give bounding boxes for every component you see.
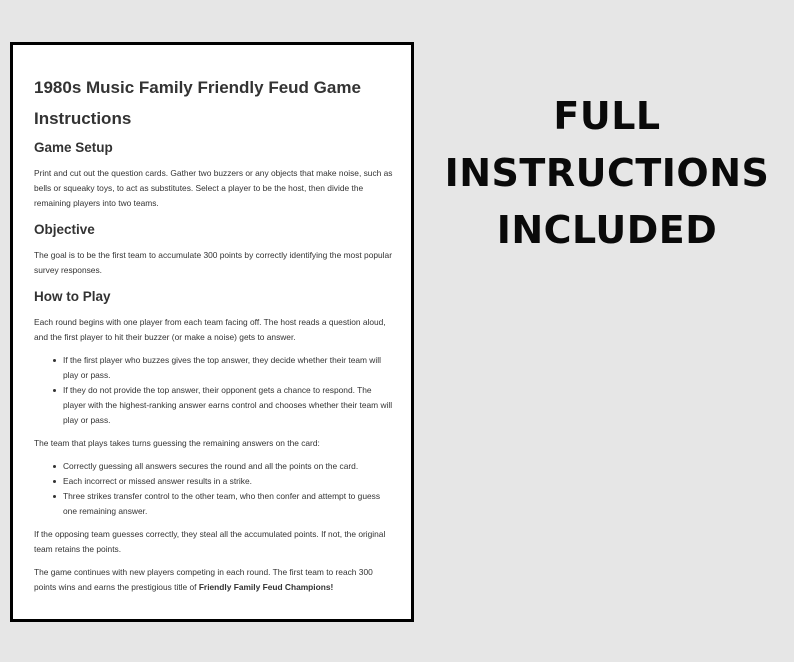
headline-line1: FULL — [553, 94, 661, 138]
document-title-line1: 1980s Music Family Friendly Feud Game — [34, 78, 361, 97]
heading-objective: Objective — [34, 222, 95, 237]
list-item: If they do not provide the top answer, their opponent gets a chance to respond. The player with the highest-ranking answer earns control and chooses whether their team will play or pass. — [63, 383, 396, 428]
list-play-rules — [34, 459, 396, 519]
closing-champions-text: Friendly Family Feud Champions! — [198, 582, 334, 592]
document-title — [34, 72, 396, 134]
list-item: Three strikes transfer control to the other team, who then confer and attempt to guess one remaining answer. — [63, 489, 396, 519]
list-faceoff-rules — [34, 353, 396, 428]
headline-line3: INCLUDED — [496, 208, 718, 252]
list-item: Correctly guessing all answers secures the round and all the points on the card. — [63, 459, 396, 474]
paragraph-team-plays: The team that plays takes turns guessing the remaining answers on the card: — [34, 438, 320, 448]
paragraph-game-setup: Print and cut out the question cards. Gather two buzzers or any objects that make noise, such as bells or squeaky toys, to act as substitutes. Select a player to be the host, then divide the remaining players into two teams. — [34, 168, 393, 208]
heading-game-setup: Game Setup — [34, 140, 113, 155]
list-item: If the first player who buzzes gives the top answer, they decide whether their team will play or pass. — [63, 353, 396, 383]
paragraph-steal: If the opposing team guesses correctly, they steal all the accumulated points. If not, the original team retains the points. — [34, 529, 386, 554]
instructions-content — [34, 72, 396, 595]
document-title-line2: Instructions — [34, 109, 132, 128]
instructions-card — [10, 42, 414, 622]
paragraph-objective: The goal is to be the first team to accumulate 300 points by correctly identifying the most popular survey responses. — [34, 250, 392, 275]
list-item: Each incorrect or missed answer results in a strike. — [63, 474, 396, 489]
full-instructions-headline — [420, 88, 794, 259]
headline-line2: INSTRUCTIONS — [444, 151, 770, 195]
closing-text: The game continues with new players competing in each round. The first team to reach 300 points wins and earns the prestigious title of — [34, 567, 373, 592]
heading-how-to-play: How to Play — [34, 289, 111, 304]
paragraph-closing — [34, 565, 396, 595]
paragraph-how-to-play-intro: Each round begins with one player from each team facing off. The host reads a question aloud, and the first player to hit their buzzer (or make a noise) gets to answer. — [34, 317, 386, 342]
